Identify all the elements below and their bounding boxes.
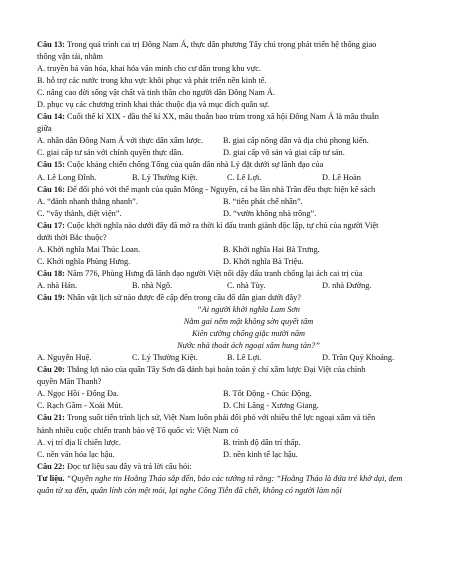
option-c: C. Lê Lợi. [227,172,262,182]
question-13-stem-cont: thông vận tải, nhằm [37,52,103,62]
poem-line: “Ai người khởi nghĩa Lam Sơn [197,305,300,315]
options-row [37,196,420,208]
options-row [37,388,420,400]
question-label: Câu 13: [37,40,65,49]
option-c: C. Khởi nghĩa Phùng Hưng. [37,256,131,266]
question-label: Câu 17: [37,220,65,230]
question-20-stem-cont: quyền Mãn Thanh? [37,377,102,387]
options-row [37,280,420,292]
option-d: D. giai cấp vô sản và giai cấp tư sản. [223,148,345,158]
question-21-stem-cont: hành nhiều cuộc chiến tranh bảo vệ Tổ quốc vì: Việt Nam có [37,425,239,435]
question-label: Câu 14: [37,112,65,122]
source-label: Tư liệu. [37,473,65,483]
question-label: Câu 15: [37,160,65,170]
option-c: B. Lê Lợi. [227,353,262,363]
question-17-stem: Câu 17: Cuộc khởi nghĩa nào dưới đây đã mở ra thời kì đấu tranh giành độc lập, tự chủ của người Việt [37,220,379,230]
question-14-stem-cont: giữa [37,124,52,134]
option-b: B. “tiên phát chế nhân”. [223,196,303,206]
option-b: B. Tốt Động - Chúc Động. [223,389,312,399]
option-a: A. Ngọc Hồi - Đống Đa. [37,389,119,399]
option-b: B. nhà Ngô. [132,280,173,290]
question-22-stem: Câu 22: Đọc tư liệu sau đây và trả lời câu hỏi: [37,461,192,471]
question-label: Câu 19: [37,292,65,302]
option-a: A. nhân dân Đông Nam Á với thực dân xâm lược. [37,136,204,146]
option-a: A. Khởi nghĩa Mai Thúc Loan. [37,244,141,254]
options-row [37,135,420,147]
option-b: B. Khởi nghĩa Hai Bà Trưng. [223,244,320,254]
option-d: D. Khởi nghĩa Bà Triệu. [223,256,304,266]
option-b: B. trình độ dân trí thấp. [223,437,301,447]
option-c: C. “vây thành, diệt viện”. [37,208,122,218]
options-row [37,244,420,256]
source-passage [37,473,420,497]
option-d: D. nền kinh tế lạc hậu. [223,449,298,459]
option-a: A. Lê Long Đĩnh. [37,172,97,182]
option-c: C. Rạch Gầm - Xoài Mút. [37,401,123,411]
option-b: B. giai cấp nông dân và địa chủ phong kiến. [223,136,369,146]
options-row [37,400,420,412]
question-15-stem: Câu 15: Cuộc kháng chiến chống Tống của quân dân nhà Lý đặt dưới sự lãnh đạo của [37,160,324,170]
question-13-stem: Câu 13: Trong quá trình cai trị Đông Nam Á, thực dân phương Tây chú trọng phát triển hệ thống giao [37,40,377,49]
option-c: C. nền văn hóa lạc hậu. [37,449,115,459]
question-label: Câu 22: [37,461,65,471]
option-a: A. Nguyễn Huệ. [37,353,92,363]
options-row [37,147,420,159]
option-c: C. nâng cao đời sống vật chất và tinh thần cho người dân Đông Nam Á. [37,88,275,98]
source-text: “Quyền nghe tin Hoằng Tháo sắp đến, bảo các tướng tá rằng: “Hoằng Tháo là đứa trẻ khờ dại, đem quân từ xa đến, quân lính còn mệt mỏi, lại nghe Công Tiễn đã chết, không có người làm nội [37,473,403,495]
option-b: C. Lý Thường Kiệt. [132,353,198,363]
option-a: A. truyền bá văn hóa, khai hóa văn minh cho cư dân trong khu vực. [37,64,261,74]
option-a: A. “đánh nhanh thắng nhanh”. [37,196,138,206]
option-d: D. Lê Hoàn [322,172,361,182]
options-row [37,352,420,364]
option-d: D. “vườn không nhà trống”. [223,208,317,218]
options-row [37,256,420,268]
question-21-stem: Câu 21: Trong suốt tiến trình lịch sử, Việt Nam luôn phải đối phó với nhiều thế lực ngoại xâm và tiến [37,413,376,423]
question-label: Câu 18: [37,268,65,278]
option-d: D. Trần Quý Khoáng. [322,353,395,363]
question-20-stem: Câu 20: Thắng lợi nào của quân Tây Sơn đã đánh bại hoàn toàn ý chí xâm lược Đại Việt của chính [37,365,366,375]
question-label: Câu 21: [37,413,65,423]
question-16-stem: Câu 16: Để đối phó với thế mạnh của quân Mông - Nguyên, cả ba lần nhà Trần đều thực hiện kế sách [37,184,376,194]
option-b: B. hỗ trợ các nước trong khu vực khôi phục và phát triển nền kinh tế. [37,76,267,86]
options-row [37,449,420,461]
options-row [37,172,420,184]
question-17-stem-cont: dưới thời Bắc thuộc? [37,232,107,242]
question-19-stem: Câu 19: Nhân vật lịch sử nào được đề cập đến trong câu đố dân gian dưới đây? [37,292,301,302]
option-c: C. nhà Tùy. [227,280,266,290]
question-18-stem: Câu 18: Năm 776, Phùng Hưng đã lãnh đạo người Việt nổi dậy đấu tranh chống lại ách cai trị của [37,268,363,278]
poem-line: Nằm gai nếm mật không sờn quyết tâm [183,317,314,327]
poem-line: Nước nhà thoát ách ngoại xâm hung tàn?” [177,341,320,351]
poem-line: Kiên cường chống giặc mười năm [191,329,306,339]
options-row [37,437,420,449]
option-a: A. vị trí địa lí chiến lược. [37,437,121,447]
question-label: Câu 20: [37,365,65,375]
option-d: D. nhà Đường. [322,280,372,290]
option-d: D. phục vụ các chương trình khai thác thuộc địa và mục đích quân sự. [37,100,270,110]
option-b: B. Lý Thường Kiệt. [132,172,198,182]
question-label: Câu 16: [37,184,65,194]
option-d: D. Chi Lăng - Xương Giang. [223,401,319,411]
option-a: A. nhà Hán. [37,280,78,290]
options-row [37,208,420,220]
option-c: C. giai cấp tư sản với chính quyền thực dân. [37,148,184,158]
question-14-stem: Câu 14: Cuối thế kỉ XIX - đầu thế kỉ XX, mâu thuẫn bao trùm trong xã hội Đông Nam Á là mâu thuẫn [37,112,379,122]
